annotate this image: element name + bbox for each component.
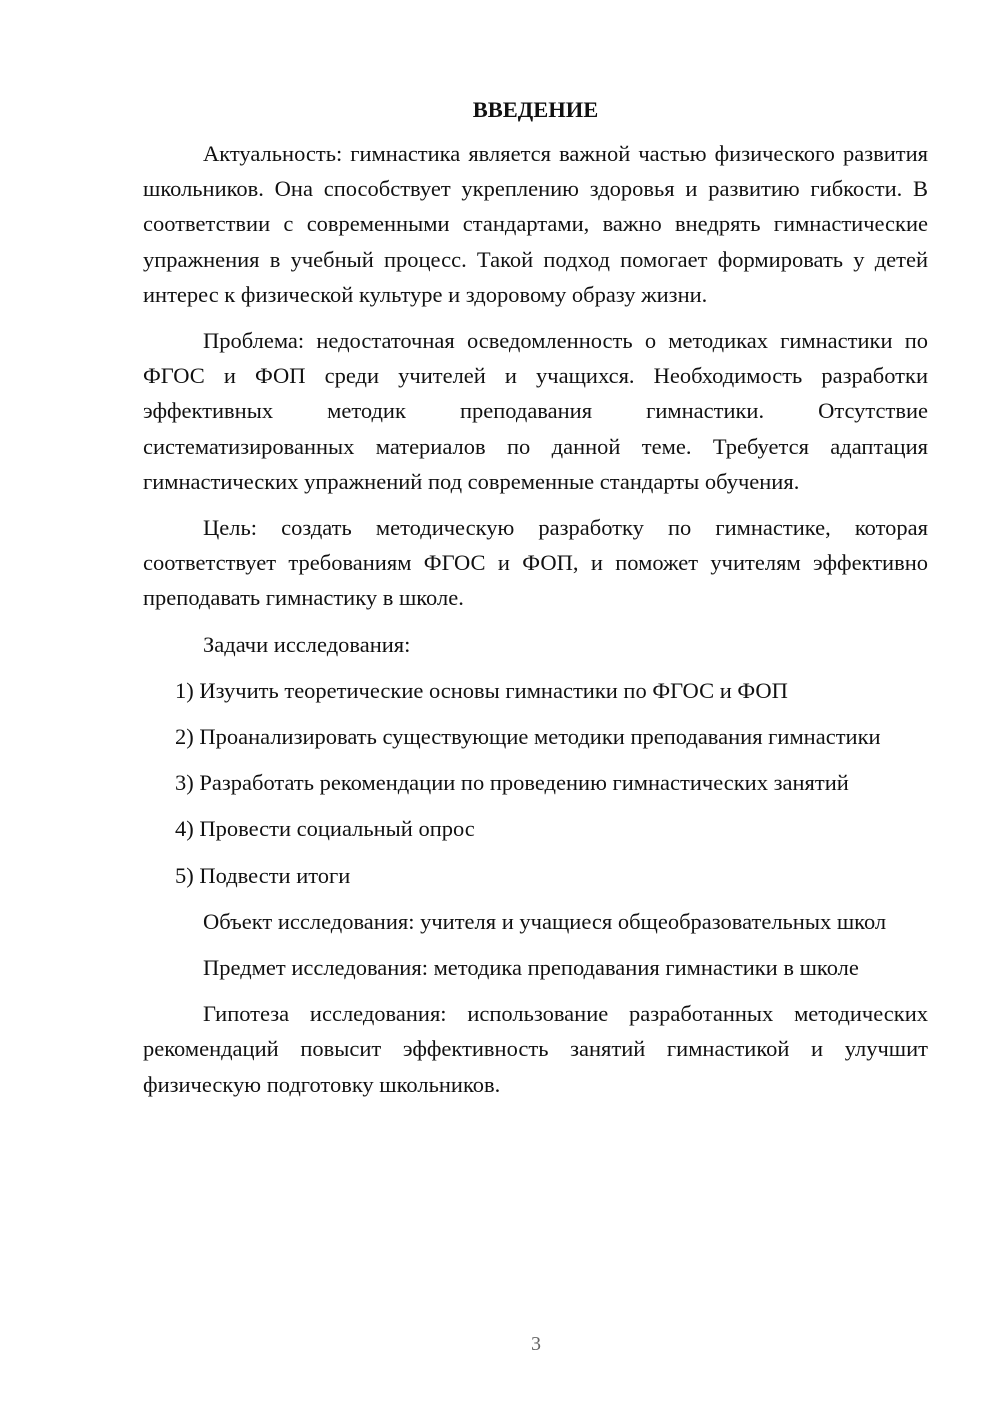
task-item-1: 1) Изучить теоретические основы гимнастики по ФГОС и ФОП — [175, 677, 788, 703]
hypothesis-paragraph: Гипотеза исследования: использование разработанных методических рекомендаций повысит эффективность занятий гимнастикой и улучшит физическую подготовку школьников. — [143, 1001, 928, 1097]
page-number: 3 — [531, 1333, 541, 1355]
tasks-title: Задачи исследования: — [203, 631, 411, 657]
problem-paragraph: Проблема: недостаточная осведомленность о методиках гимнастики по ФГОС и ФОП среди учителей и учащихся. Необходимость разработки эффективных методик преподавания гимнастики. Отсутствие систематизированных материалов по данной теме. Требуется адаптация гимнастических упражнений под современные стандарты обучения. — [143, 328, 928, 494]
task-item-3: 3) Разработать рекомендации по проведению гимнастических занятий — [175, 770, 849, 796]
subject-paragraph: Предмет исследования: методика преподавания гимнастики в школе — [203, 955, 859, 981]
task-item-5: 5) Подвести итоги — [175, 862, 351, 888]
task-item-4: 4) Провести социальный опрос — [175, 816, 475, 842]
goal-paragraph: Цель: создать методическую разработку по гимнастике, которая соответствует требованиям ФГОС и ФОП, и поможет учителям эффективно преподавать гимнастику в школе. — [143, 515, 928, 611]
section-heading: ВВЕДЕНИЕ — [472, 97, 599, 122]
object-paragraph: Объект исследования: учителя и учащиеся общеобразовательных школ — [203, 908, 887, 934]
task-item-2: 2) Проанализировать существующие методики преподавания гимнастики — [175, 724, 881, 750]
page-content — [143, 95, 928, 1113]
relevance-paragraph: Актуальность: гимнастика является важной частью физического развития школьников. Она способствует укреплению здоровья и развитию гибкости. В соответствии с современными стандартами, важно внедрять гимнастические упражнения в учебный процесс. Такой подход помогает формировать у детей интерес к физической культуре и здоровому образу жизни. — [143, 141, 928, 307]
